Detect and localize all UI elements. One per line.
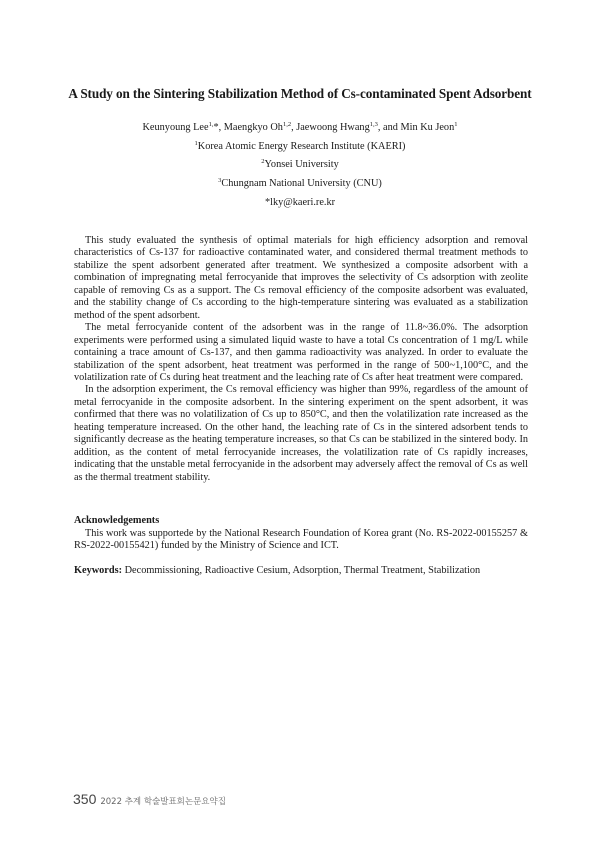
abstract — [74, 235, 528, 484]
author-name: Min Ku Jeon — [400, 122, 455, 133]
journal-name: 2022 추계 학술발표회논문요약집 — [100, 797, 226, 807]
abstract-paragraph: This study evaluated the synthesis of optimal materials for high efficiency adsorption and removal characteristics of Cs-137 for radioactive contaminated water, and considered thermal treatment methods to stabilize the spent adsorbent generated after treatment. We synthesized a composite adsorbent with a combination of impregnating metal ferrocyanide that improves the selectivity of Cs adsorption with zeolite capable of removing Cs as a support. The Cs removal efficiency of the composite adsorbent was evaluated, and the stability change of Cs according to the high-temperature sintering was evaluated as a stabilization method of the spent adsorbent. — [74, 235, 528, 321]
affiliation — [0, 159, 600, 170]
affiliation-text: Chungnam National University (CNU) — [221, 178, 382, 189]
author-separator: , and — [377, 122, 401, 133]
affiliation-mark: 3 — [218, 177, 222, 184]
author-separator: , — [218, 122, 224, 133]
acknowledgements-text: This work was supportede by the National Research Foundation of Korea grant (No. RS-2022-00155257 & RS-2022-00155421) funded by the Ministry of Science and ICT. — [74, 528, 528, 552]
affiliation-text: Yonsei University — [264, 159, 339, 170]
affiliation-mark: 2 — [261, 158, 265, 165]
author-affiliation-mark: 1 — [454, 121, 458, 128]
affiliation — [0, 141, 600, 152]
keywords — [74, 565, 544, 576]
page-footer — [73, 791, 226, 807]
author-affiliation-mark: 1, — [208, 121, 214, 128]
author-affiliation-mark: 1,3 — [369, 121, 378, 128]
keywords-label: Keywords: — [74, 565, 123, 576]
contact-email: *lky@kaeri.re.kr — [264, 197, 336, 208]
keywords-text: Decommissioning, Radioactive Cesium, Adsorption, Thermal Treatment, Stabilization — [122, 565, 481, 576]
affiliation-mark: 1 — [194, 140, 198, 147]
author-name: Jaewoong Hwang — [296, 122, 370, 133]
abstract-paragraph: The metal ferrocyanide content of the adsorbent was in the range of 11.8~36.0%. The adsorption experiments were performed using a simulated liquid waste to have a total Cs concentration of 1 mg/L while containing a trace amount of Cs-137, and then gamma radioactivity was analyzed. In order to evaluate the stabilization of the spent adsorbent, heat treatment was performed in the range of 500~1,100°C, and the volatilization rate of Cs during heat treatment and the leaching rate of Cs after heat treatment were compared. — [74, 322, 528, 383]
author-name: Keunyoung Lee — [142, 122, 209, 133]
author-separator: , — [291, 122, 297, 133]
author-list — [0, 122, 600, 133]
affiliation-text: Korea Atomic Energy Research Institute (KAERI) — [197, 141, 406, 152]
acknowledgements-heading: Acknowledgements — [74, 515, 160, 526]
page-number: 350 — [73, 791, 97, 807]
paper-title: A Study on the Sintering Stabilization Method of Cs-contaminated Spent Adsorbent — [68, 86, 532, 101]
abstract-paragraph: In the adsorption experiment, the Cs removal efficiency was higher than 99%, regardless of the amount of metal ferrocyanide in the composite adsorbent. In the sintering experiment on the spent adsorbent, it was confirmed that there was no volatilization of Cs up to 850°C, and then the volatilization rate increased as the heating temperature increased. On the other hand, the leaching rate of Cs in the sintered adsorbent tends to significantly decrease as the heating temperature increases, so that Cs can be stabilized in the sintered body. In addition, as the content of metal ferrocyanide increases, the volatilization rate of Cs rapidly increases, indicating that the unstable metal ferrocyanide in the adsorbent may adversely affect the removal of Cs as well as the thermal treatment stability. — [74, 384, 528, 483]
affiliation — [0, 178, 600, 189]
author-affiliation-mark: 1,2 — [282, 121, 292, 128]
author-name: Maengkyo Oh — [223, 122, 283, 133]
corresponding-mark: * — [213, 122, 219, 133]
